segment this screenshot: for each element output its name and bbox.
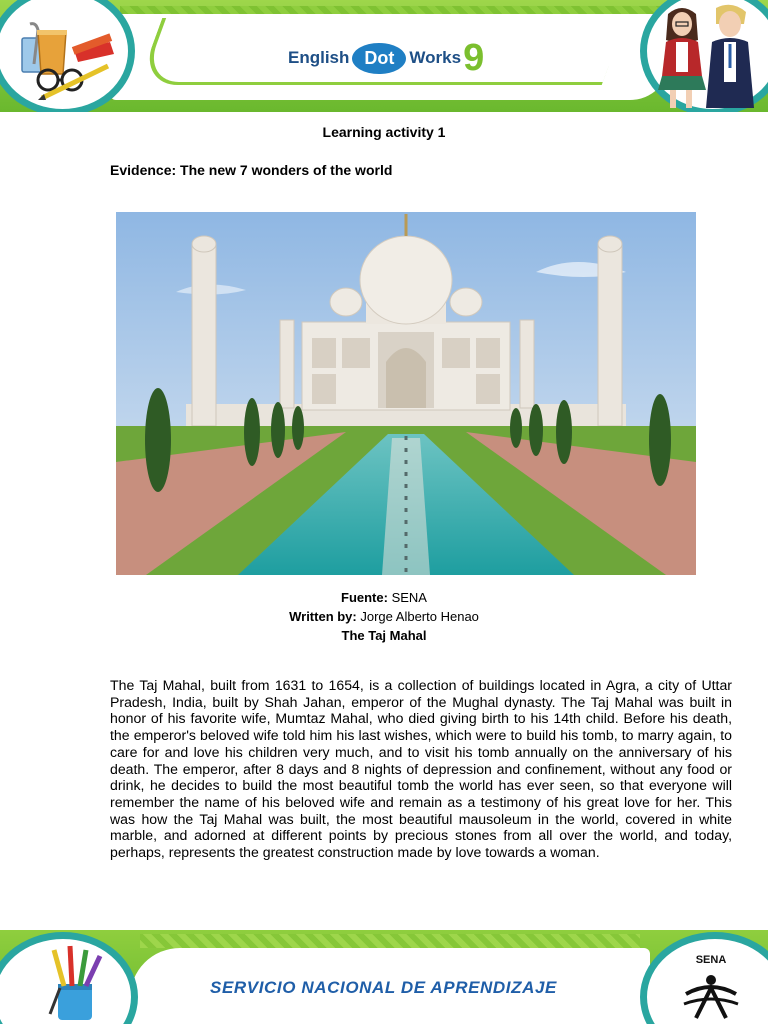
author-caption — [0, 609, 768, 624]
header-banner — [0, 0, 768, 112]
english-dot-works-logo — [288, 38, 484, 78]
sena-logo-text: SENA — [695, 954, 727, 966]
students-icon — [650, 2, 766, 110]
footer-stripe — [140, 934, 640, 948]
stationery-icon — [12, 20, 124, 104]
footer-banner — [0, 930, 768, 1024]
author-label: Written by: — [289, 609, 357, 624]
logo-grade-number: 9 — [463, 37, 485, 79]
body-paragraph: The Taj Mahal, built from 1631 to 1654, is a collection of buildings located in Agra, a city of Uttar Pradesh, India, built by Shah Jahan, emperor of the Mughal dynasty. The Taj Mahal was built in honor of his favorite wife, Mumtaz Mahal, who died giving birth to his 14th child. Before his death, the emperor's beloved wife told him his last wishes, which were to build his tomb, to marry again, to care for and love his children very much, and to visit his tomb annually on the anniversary of his death. The emperor, after 8 days and 8 nights of depression and confinement, without any food or drink, he decides to build the most beautiful tomb the world has ever seen, so that everyone will remember the name of his beloved wife and remain as a testimony of his great love for her. This was how the Taj Mahal was built, the most beautiful mausoleum in the world, covered in white marble, and adorned at different points by precious stones from all over the world, and today, perhaps, represents the greatest construction made by love towards a woman. — [110, 677, 732, 861]
author-value: Jorge Alberto Henao — [360, 609, 479, 624]
source-value: SENA — [391, 590, 427, 605]
source-label: Fuente: — [341, 590, 388, 605]
subject-caption: The Taj Mahal — [341, 628, 427, 643]
sena-logo-icon — [676, 954, 746, 1020]
institution-name: SERVICIO NACIONAL DE APRENDIZAJE — [210, 978, 557, 997]
source-caption — [0, 590, 768, 605]
logo-dot-word: Dot — [352, 43, 406, 74]
taj-mahal-photo — [116, 212, 696, 575]
pencil-cup-icon — [40, 944, 110, 1024]
logo-english-word: English — [288, 48, 350, 67]
logo-works-word: Works — [409, 48, 462, 67]
evidence-heading: Evidence: The new 7 wonders of the world — [110, 162, 393, 178]
activity-title: Learning activity 1 — [322, 124, 446, 140]
